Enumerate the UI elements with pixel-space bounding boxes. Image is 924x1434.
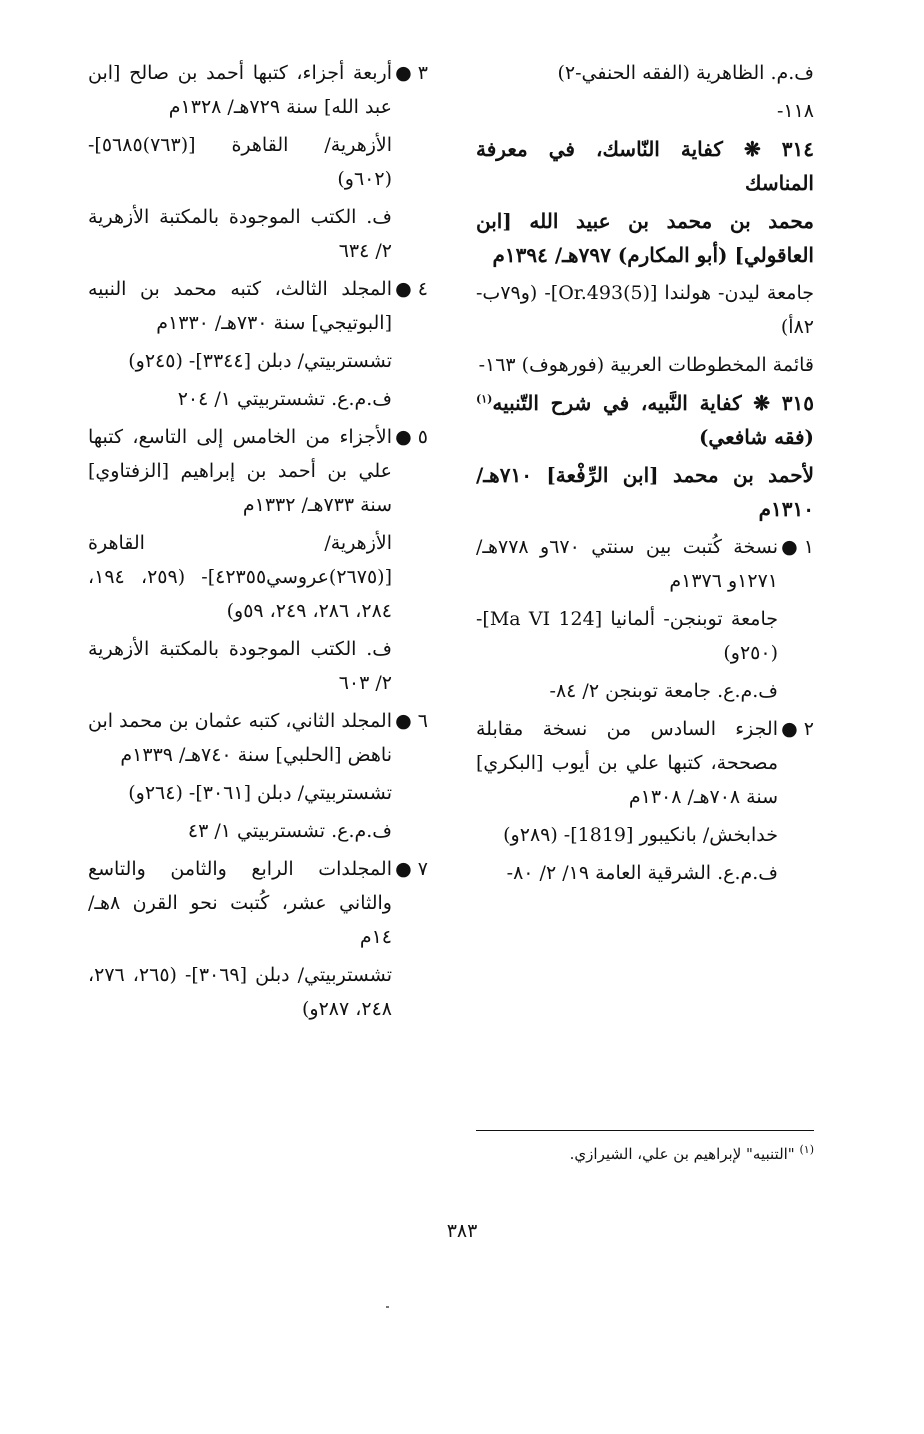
item-number: ٧ ● [395, 858, 428, 880]
entry-314-author: محمد بن محمد بن عبيد الله [ابن العاقولي] (أبو المكارم) ٧٩٧هـ/ ١٣٩٤م [476, 209, 814, 267]
item-text: ف. الكتب الموجودة بالمكتبة الأزهرية ٢/ ٦٠٣ [88, 638, 392, 694]
item-text: الأزهرية/ القاهرة [(٧٦٣)٥٦٨٥]- (٦٠٢و) [88, 134, 392, 190]
entry-314-title: ٣١٤ ❋ كفاية النّاسك، في معرفة المناسك [476, 137, 814, 195]
entry-314-location: جامعة ليدن- هولندا [Or.493(5)]- (و٧٩ب- ٨٢أ) [476, 282, 814, 338]
manuscript-item [88, 776, 428, 810]
item-text: تشستربيتي/ دبلن [٣٣٤٤]- (٢٤٥و) [128, 350, 392, 372]
manuscript-item [88, 814, 428, 848]
page-number: ٣٨٣ [446, 1220, 478, 1242]
footnote-divider [476, 1130, 814, 1131]
item-text: ف.م.ع. تشستربيتي ١/ ٢٠٤ [177, 388, 392, 410]
item-text: الجزء السادس من نسخة مقابلة مصححة، كتبها علي بن أيوب [البكري] سنة ٧٠٨هـ/ ١٣٠٨م [476, 718, 778, 808]
entry-315-title-text: ٣١٥ ❋ كفاية النَّبيه، في شرح التّنبيه [492, 391, 814, 415]
item-text: ف.م.ع. تشستربيتي ١/ ٤٣ [187, 820, 392, 842]
manuscript-item [88, 958, 428, 1026]
manuscript-item [476, 856, 814, 890]
manuscript-item [476, 602, 814, 670]
item-text: ف.م.ع. الشرقية العامة ١٩/ ٢/ ٨٠- [506, 862, 778, 884]
item-number: ٥ ● [395, 426, 428, 448]
item-number: ٢ ● [781, 718, 814, 740]
manuscript-item [476, 530, 814, 598]
manuscript-item [88, 852, 428, 954]
manuscript-item [88, 420, 428, 522]
manuscript-item [88, 344, 428, 378]
footnote [476, 1142, 814, 1166]
item-text: ف.م.ع. جامعة توبنجن ٢/ ٨٤- [549, 680, 778, 702]
footnote-number: (١) [799, 1143, 814, 1156]
item-text: نسخة كُتبت بين سنتي ٦٧٠و ٧٧٨هـ/ ١٢٧١و ١٣٧٦م [476, 536, 778, 592]
item-text: المجلد الثاني، كتبه عثمان بن محمد ابن ناهض [الحلبي] سنة ٧٤٠هـ/ ١٣٣٩م [88, 710, 392, 766]
manuscript-item [88, 526, 428, 628]
footnote-marker: (١) [476, 392, 493, 406]
item-number: ٦ ● [395, 710, 428, 732]
footnote-text: "التنبيه" لإبراهيم بن علي، الشيرازي. [569, 1145, 795, 1163]
manuscript-item [88, 632, 428, 700]
right-column [476, 56, 814, 894]
left-column [88, 56, 428, 1030]
manuscript-item [476, 674, 814, 708]
continuation-line: ف.م. الظاهرية (الفقه الحنفي-٢) [557, 62, 814, 84]
entry-314-catalog: قائمة المخطوطات العربية (فورهوف) ١٦٣- [478, 354, 814, 376]
item-text: الأزهرية/ القاهرة [(٢٦٧٥)عروسي٤٢٣٥٥]- (٢٥٩، ١٩٤، ٢٨٤، ٢٨٦، ٢٤٩، ٥٩و) [88, 532, 392, 622]
item-text: المجلد الثالث، كتبه محمد بن النبيه [البوتيجي] سنة ٧٣٠هـ/ ١٣٣٠م [88, 278, 392, 334]
entry-315-author: لأحمد بن محمد [ابن الرِّفْعة] ٧١٠هـ/ ١٣١٠م [476, 463, 814, 521]
item-text: تشستربيتي/ دبلن [٣٠٦١]- (٢٦٤و) [128, 782, 392, 804]
item-text: الأجزاء من الخامس إلى التاسع، كتبها علي بن أحمد بن إبراهيم [الزفتاوي] سنة ٧٣٣هـ/ ١٣٣٢م [88, 426, 392, 516]
item-text: خدابخش/ بانكيبور [1819]- (٢٨٩و) [503, 824, 778, 846]
entry-315-subject: (فقه شافعي) [698, 425, 814, 449]
item-number: ٤ ● [395, 278, 428, 300]
continuation-line: ١١٨- [776, 100, 814, 122]
item-text: ف. الكتب الموجودة بالمكتبة الأزهرية ٢/ ٦٣٤ [88, 206, 392, 262]
item-text: جامعة توبنجن- ألمانيا [Ma VI 124]- (٢٥٠و) [476, 608, 778, 664]
manuscript-item [88, 56, 428, 124]
manuscript-item [88, 704, 428, 772]
item-number: ٣ ● [395, 62, 428, 84]
item-text: المجلدات الرابع والثامن والتاسع والثاني عشر، كُتبت نحو القرن ٨هـ/ ١٤م [88, 858, 392, 948]
manuscript-item [476, 712, 814, 814]
scan-speck [386, 1306, 389, 1308]
manuscript-item [88, 200, 428, 268]
manuscript-item [88, 382, 428, 416]
manuscript-item [476, 818, 814, 852]
manuscript-item [88, 128, 428, 196]
item-text: أربعة أجزاء، كتبها أحمد بن صالح [ابن عبد الله] سنة ٧٢٩هـ/ ١٣٢٨م [88, 62, 392, 118]
entry-315-title [476, 386, 814, 454]
item-text: تشستربيتي/ دبلن [٣٠٦٩]- (٢٦٥، ٢٧٦، ٢٤٨، ٢٨٧و) [88, 964, 392, 1020]
item-number: ١ ● [781, 536, 814, 558]
manuscript-item [88, 272, 428, 340]
